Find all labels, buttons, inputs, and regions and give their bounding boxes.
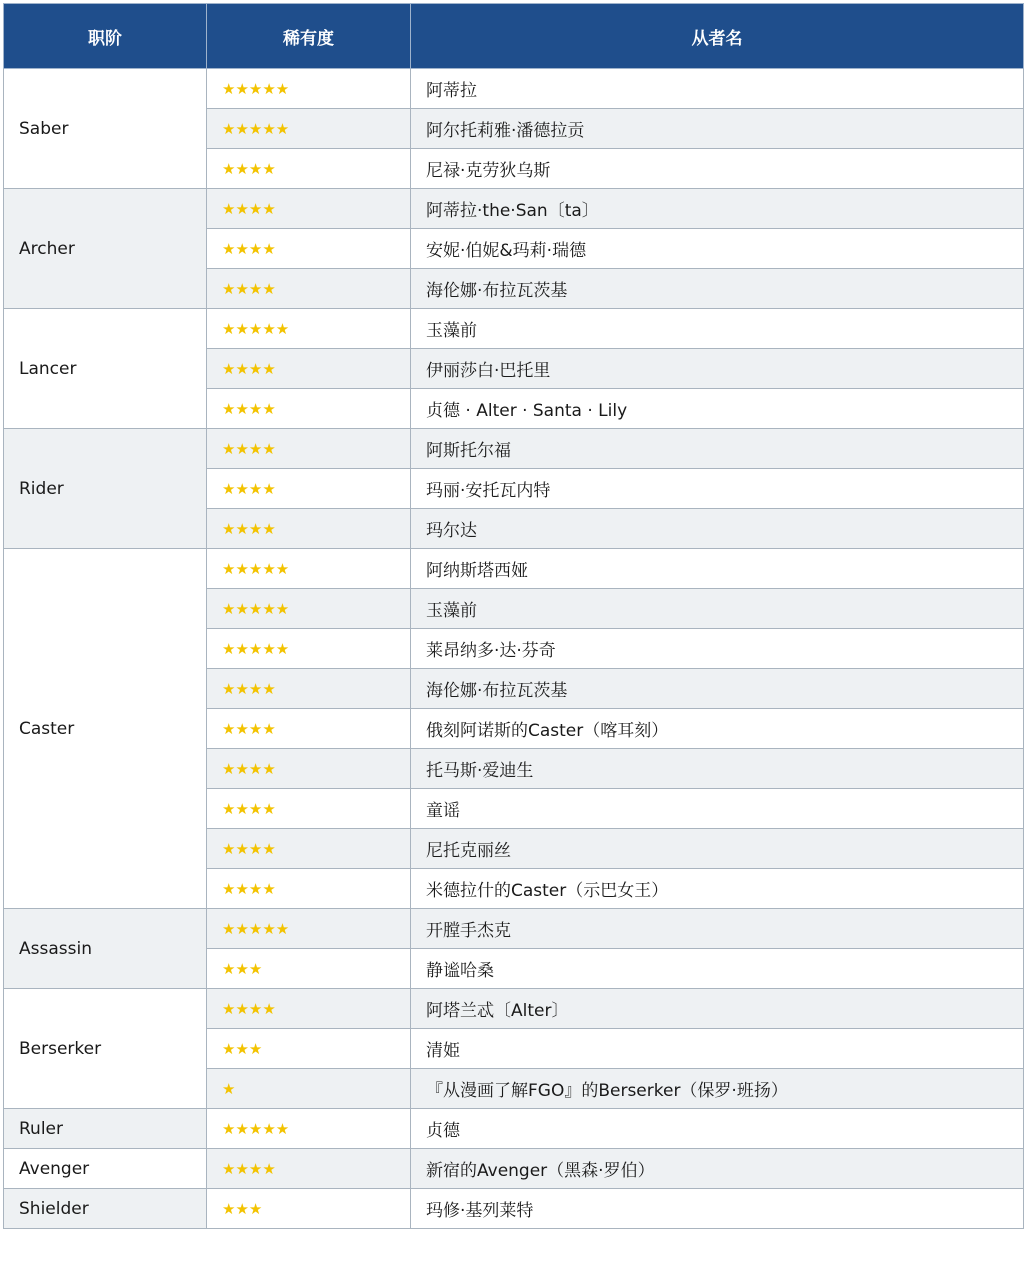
- rarity-stars: ★★★★: [207, 509, 411, 549]
- servant-name: 阿塔兰忒〔Alter〕: [411, 989, 1024, 1029]
- rarity-stars: ★★★★★: [207, 69, 411, 109]
- rarity-stars: ★★★★★: [207, 629, 411, 669]
- servant-table: [3, 3, 1024, 1229]
- rarity-stars: ★★★: [207, 949, 411, 989]
- servant-name: 玉藻前: [411, 589, 1024, 629]
- rarity-stars: ★★★★: [207, 469, 411, 509]
- rarity-stars: ★★★★: [207, 189, 411, 229]
- servant-name: 海伦娜·布拉瓦茨基: [411, 269, 1024, 309]
- servant-name: 阿蒂拉: [411, 69, 1024, 109]
- servant-name: 托马斯·爱迪生: [411, 749, 1024, 789]
- servant-name: 玉藻前: [411, 309, 1024, 349]
- rarity-stars: ★★★★★: [207, 1109, 411, 1149]
- servant-name: 静谧哈桑: [411, 949, 1024, 989]
- servant-name: 贞德 · Alter · Santa · Lily: [411, 389, 1024, 429]
- rarity-stars: ★★★★: [207, 229, 411, 269]
- header-rarity: 稀有度: [207, 4, 411, 69]
- servant-name: 尼禄·克劳狄乌斯: [411, 149, 1024, 189]
- table-row: [4, 189, 1024, 229]
- rarity-stars: ★★★★: [207, 1149, 411, 1189]
- class-cell: Saber: [4, 69, 207, 189]
- table-row: [4, 549, 1024, 589]
- class-cell: Avenger: [4, 1149, 207, 1189]
- header-class: 职阶: [4, 4, 207, 69]
- servant-name: 尼托克丽丝: [411, 829, 1024, 869]
- rarity-stars: ★★★★: [207, 789, 411, 829]
- class-cell: Archer: [4, 189, 207, 309]
- class-cell: Assassin: [4, 909, 207, 989]
- rarity-stars: ★★★★: [207, 389, 411, 429]
- rarity-stars: ★★★★: [207, 709, 411, 749]
- table-row: [4, 1189, 1024, 1229]
- table-row: [4, 309, 1024, 349]
- servant-name: 海伦娜·布拉瓦茨基: [411, 669, 1024, 709]
- servant-name: 贞德: [411, 1109, 1024, 1149]
- class-cell: Caster: [4, 549, 207, 909]
- servant-name: 童谣: [411, 789, 1024, 829]
- rarity-stars: ★★★★★: [207, 309, 411, 349]
- servant-name: 阿纳斯塔西娅: [411, 549, 1024, 589]
- rarity-stars: ★★★★: [207, 749, 411, 789]
- servant-name: 阿蒂拉·the·San〔ta〕: [411, 189, 1024, 229]
- servant-name: 玛修·基列莱特: [411, 1189, 1024, 1229]
- header-name: 从者名: [411, 4, 1024, 69]
- table-row: [4, 1109, 1024, 1149]
- servant-name: 伊丽莎白·巴托里: [411, 349, 1024, 389]
- table-header-row: [4, 4, 1024, 69]
- class-cell: Rider: [4, 429, 207, 549]
- rarity-stars: ★★★★: [207, 349, 411, 389]
- servant-name: 阿尔托莉雅·潘德拉贡: [411, 109, 1024, 149]
- rarity-stars: ★★★★: [207, 669, 411, 709]
- class-cell: Shielder: [4, 1189, 207, 1229]
- servant-name: 安妮·伯妮&玛莉·瑞德: [411, 229, 1024, 269]
- servant-name: 玛丽·安托瓦内特: [411, 469, 1024, 509]
- servant-name: 俄刻阿诺斯的Caster（喀耳刻）: [411, 709, 1024, 749]
- table-row: [4, 69, 1024, 109]
- servant-table-container: [3, 3, 1023, 1229]
- class-cell: Berserker: [4, 989, 207, 1109]
- table-row: [4, 1149, 1024, 1189]
- rarity-stars: ★★★★: [207, 829, 411, 869]
- table-body: [4, 69, 1024, 1229]
- table-row: [4, 909, 1024, 949]
- rarity-stars: ★★★★: [207, 269, 411, 309]
- rarity-stars: ★★★★: [207, 429, 411, 469]
- rarity-stars: ★★★★: [207, 149, 411, 189]
- class-cell: Ruler: [4, 1109, 207, 1149]
- servant-name: 米德拉什的Caster（示巴女王）: [411, 869, 1024, 909]
- servant-name: 『从漫画了解FGO』的Berserker（保罗·班扬）: [411, 1069, 1024, 1109]
- rarity-stars: ★★★★★: [207, 109, 411, 149]
- rarity-stars: ★★★: [207, 1189, 411, 1229]
- rarity-stars: ★★★★★: [207, 589, 411, 629]
- rarity-stars: ★★★★: [207, 989, 411, 1029]
- rarity-stars: ★★★: [207, 1029, 411, 1069]
- servant-name: 莱昂纳多·达·芬奇: [411, 629, 1024, 669]
- table-row: [4, 989, 1024, 1029]
- class-cell: Lancer: [4, 309, 207, 429]
- rarity-stars: ★★★★: [207, 869, 411, 909]
- table-row: [4, 429, 1024, 469]
- rarity-stars: ★: [207, 1069, 411, 1109]
- servant-name: 开膛手杰克: [411, 909, 1024, 949]
- servant-name: 清姫: [411, 1029, 1024, 1069]
- servant-name: 新宿的Avenger（黑森·罗伯）: [411, 1149, 1024, 1189]
- rarity-stars: ★★★★★: [207, 549, 411, 589]
- servant-name: 玛尔达: [411, 509, 1024, 549]
- servant-name: 阿斯托尔福: [411, 429, 1024, 469]
- rarity-stars: ★★★★★: [207, 909, 411, 949]
